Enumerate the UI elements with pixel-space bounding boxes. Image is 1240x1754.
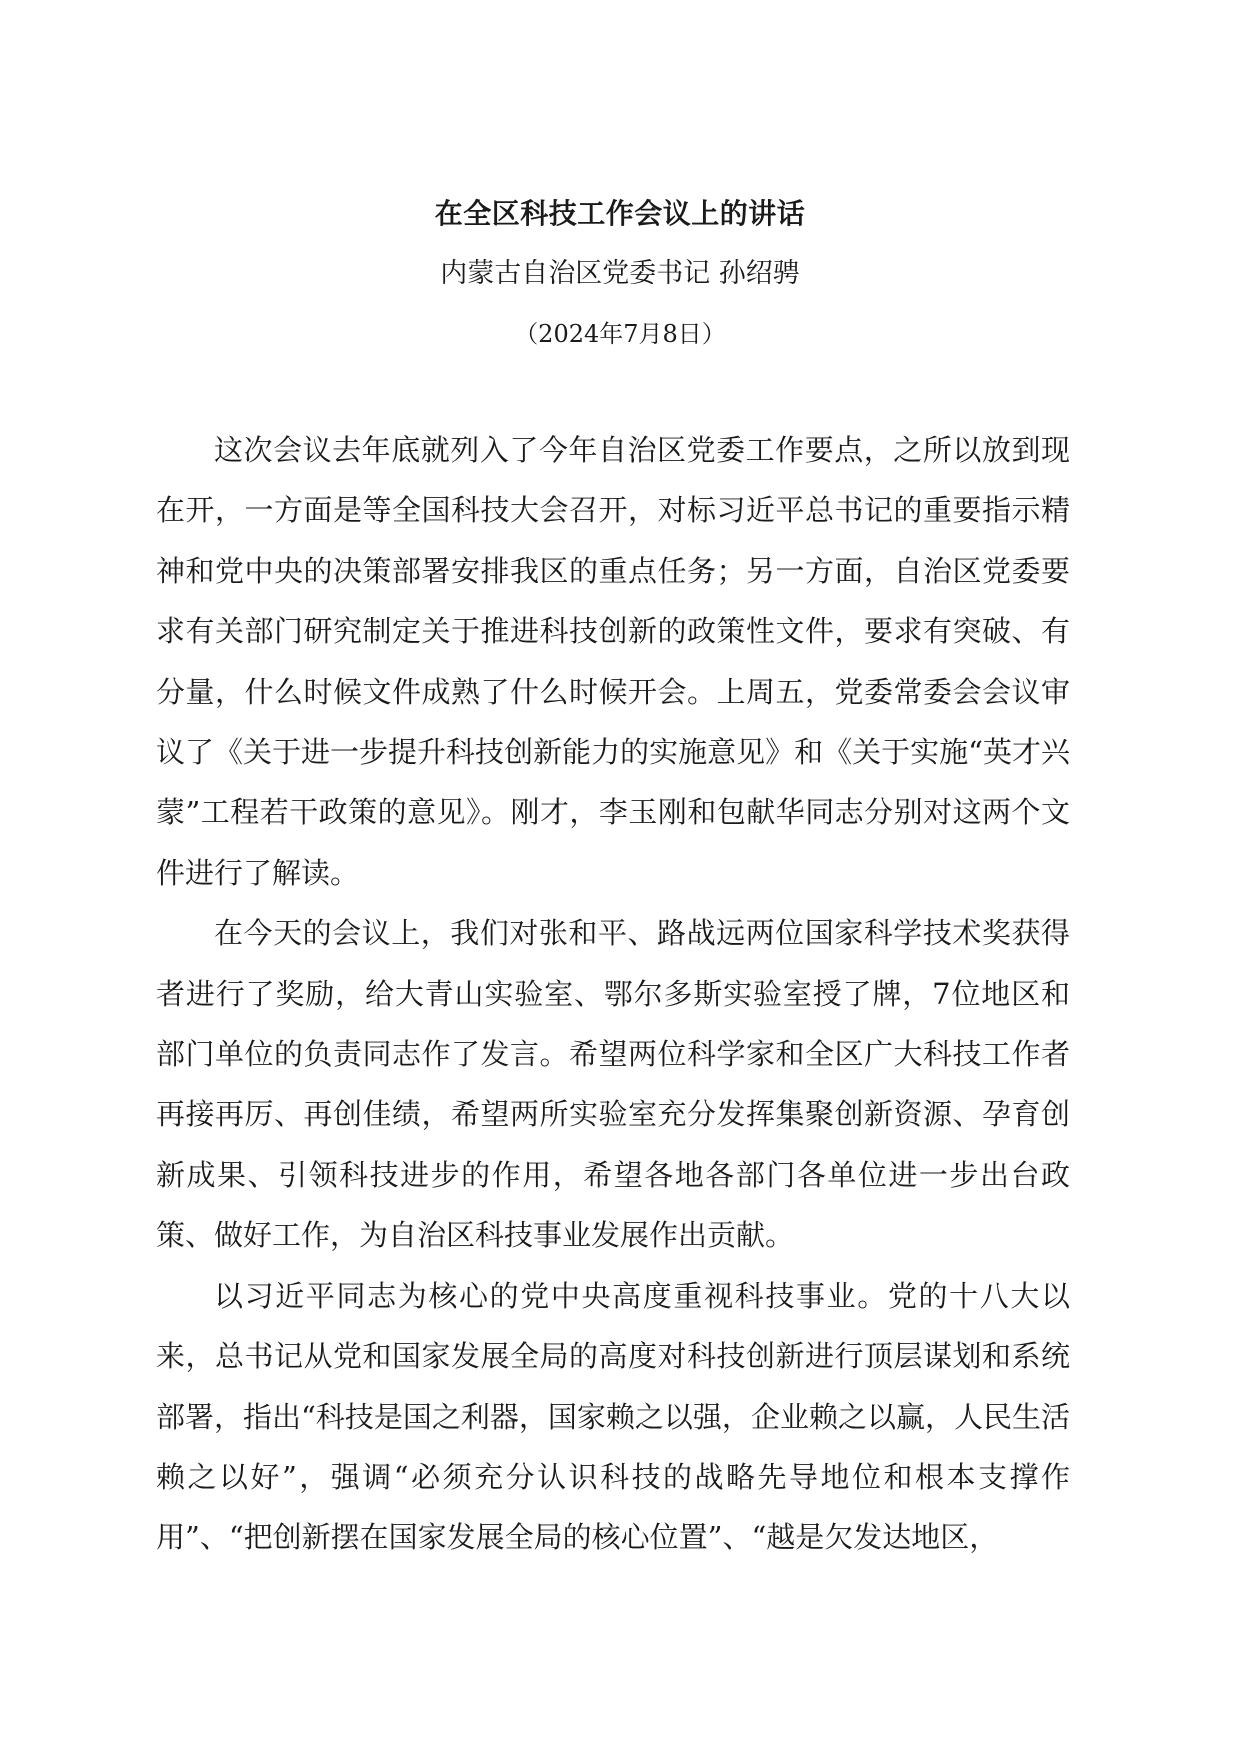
document-title: 在全区科技工作会议上的讲话 [434, 197, 806, 230]
paragraph: 这次会议去年底就列入了今年自治区党委工作要点，之所以放到现在开，一方面是等全国科技大会召开，对标习近平总书记的重要指示精神和党中央的决策部署安排我区的重点任务；另一方面，自治区党委要求有关部门研究制定关于推进科技创新的政策性文件，要求有突破、有分量，什么时候文件成熟了什么时候开会。上周五，党委常委会会议审议了《关于进一步提升科技创新能力的实施意见》和《关于实施“英才兴蒙”工程若干政策的意见》。刚才，李玉刚和包献华同志分别对这两个文件进行了解读。 [156, 433, 1070, 890]
document-author: 内蒙古自治区党委书记 孙绍骋 [440, 258, 800, 289]
document-body [156, 420, 1070, 1568]
paragraph: 以习近平同志为核心的党中央高度重视科技事业。党的十八大以来，总书记从党和国家发展全局的高度对科技创新进行顶层谋划和系统部署，指出“科技是国之利器，国家赖之以强，企业赖之以赢，人民生活赖之以好”，强调“必须充分认识科技的战略先导地位和根本支撑作用”、“把创新摆在国家发展全局的核心位置”、“越是欠发达地区， [156, 1278, 1070, 1555]
paragraph: 在今天的会议上，我们对张和平、路战远两位国家科学技术奖获得者进行了奖励，给大青山实验室、鄂尔多斯实验室授了牌，7位地区和部门单位的负责同志作了发言。希望两位科学家和全区广大科技工作者再接再厉、再创佳绩，希望两所实验室充分发挥集聚创新资源、孕育创新成果、引领科技进步的作用，希望各地各部门各单位进一步出台政策、做好工作，为自治区科技事业发展作出贡献。 [156, 916, 1070, 1253]
document-date: （2024年7月8日） [514, 320, 726, 348]
